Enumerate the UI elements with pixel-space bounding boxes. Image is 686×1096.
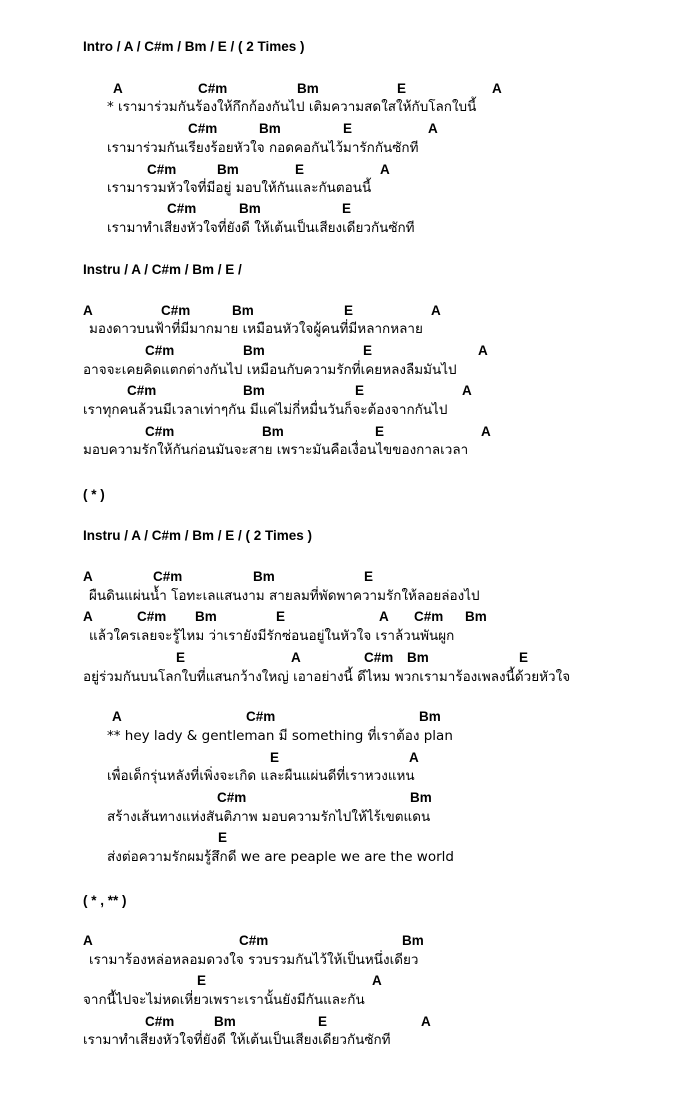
chord: A: [112, 709, 122, 724]
chord: A: [291, 650, 301, 665]
chord: E: [342, 201, 352, 216]
chord: A: [380, 162, 390, 177]
lyric-line: เรามาทำเสียงหัวใจที่ยังดี ให้เต้นเป็นเสียงเดียวกันซักที: [107, 220, 415, 236]
lyric-line: สร้างเส้นทางแห่งสันติภาพ มอบความรักไปให้ไร้เขตแดน: [107, 809, 431, 825]
chord: C#m: [127, 383, 157, 398]
chord: E: [344, 303, 354, 318]
lyric-line: เรามาร้องหล่อหลอมดวงใจ รวบรวมกันไว้ให้เป็นหนึ่งเดียว: [89, 952, 419, 968]
lyric-line: อาจจะเคยคิดแตกต่างกันไป เหมือนกับความรักที่เคยหลงลืมมันไป: [83, 362, 457, 378]
chord: Bm: [262, 424, 284, 439]
intro-header: Intro / A / C#m / Bm / E / ( 2 Times ): [83, 39, 305, 54]
chord: Bm: [253, 569, 275, 584]
lyric-line: มองดาวบนฟ้าที่มีมากมาย เหมือนหัวใจผู้คนที่มีหลากหลาย: [89, 321, 423, 337]
chord: E: [176, 650, 186, 665]
instru-header: Instru / A / C#m / Bm / E / ( 2 Times ): [83, 528, 313, 543]
chord: E: [519, 650, 529, 665]
chord: A: [421, 1014, 431, 1029]
chord: Bm: [195, 609, 217, 624]
chord: C#m: [161, 303, 191, 318]
lyric-line: เราทุกคนล้วนมีเวลาเท่าๆกัน มีแค่ไม่กี่หมื่นวันก็จะต้องจากกันไป: [83, 402, 448, 418]
chord: C#m: [153, 569, 183, 584]
chord: C#m: [217, 790, 247, 805]
chord: A: [428, 121, 438, 136]
chord: C#m: [137, 609, 167, 624]
chord: A: [83, 303, 93, 318]
lyric-line: เรามาร่วมกันเรียงร้อยหัวใจ กอดคอกันไว้มารักกันซักที: [107, 140, 419, 156]
chord: Bm: [407, 650, 429, 665]
chord: C#m: [145, 343, 175, 358]
chord: C#m: [198, 81, 228, 96]
chord: E: [318, 1014, 328, 1029]
chord: C#m: [414, 609, 444, 624]
chord: A: [372, 973, 382, 988]
chord: Bm: [465, 609, 487, 624]
chord: E: [364, 569, 374, 584]
chord: C#m: [145, 1014, 175, 1029]
instru-header: Instru / A / C#m / Bm / E /: [83, 262, 242, 277]
chord: C#m: [246, 709, 276, 724]
lyric-line: จากนี้ไปจะไม่หดเหี่ยวเพราะเรานั้นยังมีกันและกัน: [83, 992, 365, 1008]
chord: C#m: [364, 650, 394, 665]
lyric-line: มอบความรักให้กันก่อนมันจะสาย เพราะมันคือเงื่อนไขของกาลเวลา: [83, 442, 469, 458]
lyric-line: ผืนดินแผ่นน้ำ โอทะเลแสนงาม สายลมที่พัดพาความรักให้ลอยล่องไป: [89, 588, 480, 604]
chord: Bm: [217, 162, 239, 177]
chord: E: [397, 81, 407, 96]
chord: A: [83, 569, 93, 584]
chord: Bm: [232, 303, 254, 318]
chord: Bm: [419, 709, 441, 724]
chord: E: [363, 343, 373, 358]
lyric-line: ส่งต่อความรักผมรู้สึกดี we are peaple we are the world: [107, 849, 454, 865]
chord: A: [409, 750, 419, 765]
chord: C#m: [239, 933, 269, 948]
lyric-line: เพื่อเด็กรุ่นหลังที่เพิ่งจะเกิด และผืนแผ่นดีที่เราหวงแหน: [107, 768, 415, 784]
chord: Bm: [402, 933, 424, 948]
chord: E: [218, 830, 228, 845]
chord: E: [355, 383, 365, 398]
chord: C#m: [145, 424, 175, 439]
chord: Bm: [214, 1014, 236, 1029]
chord: A: [379, 609, 389, 624]
chord: Bm: [410, 790, 432, 805]
chord: A: [83, 933, 93, 948]
chord: Bm: [239, 201, 261, 216]
chord: E: [375, 424, 385, 439]
lyric-line: เรามาทำเสียงหัวใจที่ยังดี ให้เต้นเป็นเสียงเดียวกันซักที: [83, 1032, 391, 1048]
chord: C#m: [167, 201, 197, 216]
chord: A: [462, 383, 472, 398]
repeat-marker: ( * , ** ): [83, 893, 127, 908]
chord: E: [270, 750, 280, 765]
chord: A: [492, 81, 502, 96]
chord: A: [113, 81, 123, 96]
repeat-marker: ( * ): [83, 487, 105, 502]
chord: Bm: [243, 383, 265, 398]
chord: Bm: [243, 343, 265, 358]
chord: E: [276, 609, 286, 624]
chord: C#m: [147, 162, 177, 177]
chord: A: [431, 303, 441, 318]
chord: A: [481, 424, 491, 439]
chord: C#m: [188, 121, 218, 136]
lyric-line: แล้วใครเลยจะรู้ไหม ว่าเรายังมีรักซ่อนอยู่ในหัวใจ เราล้วนพันผูก: [89, 628, 455, 644]
chord: Bm: [297, 81, 319, 96]
chord: A: [83, 609, 93, 624]
chord: Bm: [259, 121, 281, 136]
chord: A: [478, 343, 488, 358]
lyric-line: * เรามาร่วมกันร้องให้กึกก้องกันไป เติมความสดใสให้กับโลกใบนี้: [107, 99, 477, 115]
chord: E: [343, 121, 353, 136]
lyric-line: อยู่ร่วมกันบนโลกใบที่แสนกว้างใหญ่ เอาอย่างนี้ ดีไหม พวกเรามาร้องเพลงนี้ด้วยหัวใจ: [83, 669, 571, 685]
lyric-line: ** hey lady & gentleman มี something ที่เราต้อง plan: [107, 728, 453, 744]
lyric-line: เรามารวมหัวใจที่มีอยู่ มอบให้กันและกันตอนนี้: [107, 180, 372, 196]
chord: E: [295, 162, 305, 177]
chord: E: [197, 973, 207, 988]
